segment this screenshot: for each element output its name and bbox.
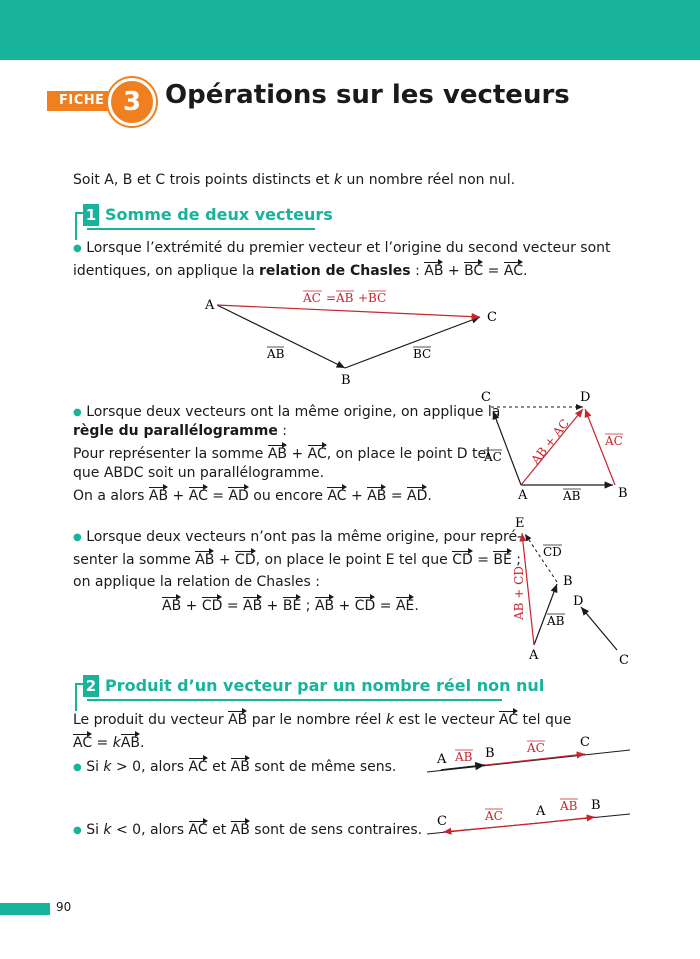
fig1-label-bc-red: BC	[368, 291, 387, 305]
fig5-label-c: C	[437, 814, 447, 829]
fig2-label-b: B	[618, 486, 628, 501]
fig1-label-bc: BC	[413, 347, 432, 361]
fig2-label-sum: AB + AC	[528, 416, 573, 467]
parallelogram-text-line1: ● Lorsque deux vecteurs ont la même origine, on applique la	[73, 404, 501, 420]
fig2-label-c: C	[481, 390, 491, 405]
fig2-label-a: A	[518, 488, 528, 503]
page-title: Opérations sur les vecteurs	[165, 80, 570, 110]
parallelogram-text-line3: Pour représenter la somme AB + AC, on place le point D tel	[73, 446, 490, 462]
section-2-heading	[75, 675, 545, 701]
fig3-label-e: E	[515, 516, 525, 531]
fig2-label-ab: AB	[563, 489, 581, 503]
intro-text: Soit A, B et C trois points distincts et k un nombre réel non nul.	[73, 172, 516, 188]
svg-text:+: +	[358, 291, 369, 305]
fig2-label-ac: AC	[484, 450, 502, 464]
chasles2-text-line3: on applique la relation de Chasles :	[73, 574, 320, 590]
section-1-heading	[75, 204, 333, 230]
top-banner	[0, 0, 700, 60]
fig5-label-b: B	[591, 798, 601, 813]
chasles2-text-line2: senter la somme AB + CD, on place le point E tel que CD = BE ;	[73, 552, 522, 568]
same-direction-figure	[425, 730, 635, 780]
fig5-label-a: A	[536, 804, 546, 819]
chasles-figure	[195, 285, 515, 390]
page-number: 90	[56, 900, 72, 914]
parallelogram-text-line4: que ABDC soit un parallélogramme.	[73, 465, 325, 481]
product-case-positive: ● Si k > 0, alors AC et AB sont de même sens.	[73, 759, 397, 775]
fig3-label-a: A	[529, 648, 539, 663]
fig3-label-b: B	[563, 574, 573, 589]
chasles-text-line1: ● Lorsque l’extrémité du premier vecteur et l’origine du second vecteur sont	[73, 240, 611, 256]
fig5-vector-ab	[540, 817, 595, 823]
fig3-label-ab: AB	[547, 614, 565, 628]
fig2-label-ac-red: AC	[605, 434, 623, 448]
section-1-number: 1	[83, 204, 99, 226]
fig4-label-c: C	[580, 735, 590, 750]
fig1-label-a: A	[205, 298, 215, 313]
fiche-tag: FICHE	[47, 91, 121, 111]
svg-text:=: =	[326, 291, 337, 305]
fig3-label-cd: CD	[543, 545, 562, 559]
fig1-label-ab-red: AB	[336, 291, 354, 305]
fig1-label-ac: AC	[303, 291, 321, 305]
product-text-line1: Le produit du vecteur AB par le nombre réel k est le vecteur AC tel que	[73, 712, 572, 728]
chasles2-formula: AB + CD = AB + BE ; AB + CD = AE.	[162, 598, 419, 614]
chasles2-text-line1: ● Lorsque deux vecteurs n’ont pas la même origine, pour repré-	[73, 529, 523, 545]
fig4-label-ac: AC	[527, 741, 545, 755]
product-case-negative: ● Si k < 0, alors AC et AB sont de sens contraires.	[73, 822, 423, 838]
fig4-label-a: A	[437, 752, 447, 767]
fig3-vector-cd	[581, 607, 617, 650]
parallelogram-text-line5: On a alors AB + AC = AD ou encore AC + AB = AD.	[73, 488, 432, 504]
fig5-label-ab: AB	[560, 799, 578, 813]
fig2-label-d: D	[580, 390, 591, 405]
fig3-label-d: D	[573, 594, 584, 609]
parallelogram-text-line2: règle du parallélogramme :	[73, 423, 287, 439]
fig1-label-b: B	[341, 373, 351, 388]
section-1-title: Somme de deux vecteurs	[105, 205, 333, 224]
fiche-number-badge: 3	[108, 78, 156, 126]
section-2-number: 2	[83, 675, 99, 697]
footer-bar	[0, 903, 50, 915]
fig1-label-c: C	[487, 310, 497, 325]
product-text-line2: AC = kAB.	[73, 735, 145, 751]
fig2-vector-ac	[493, 411, 521, 485]
opposite-direction-figure	[425, 792, 635, 842]
fig3-label-sum: AB + CD	[512, 566, 526, 620]
fig4-label-b: B	[485, 746, 495, 761]
chasles2-figure	[495, 510, 640, 670]
parallelogram-figure	[475, 385, 635, 510]
fig5-vector-ac	[443, 823, 540, 832]
fig5-label-ac: AC	[485, 809, 503, 823]
fig4-vector-ab	[441, 765, 485, 770]
section-2-title: Produit d’un vecteur par un nombre réel non nul	[105, 676, 545, 695]
chasles-text-line2: identiques, on applique la relation de Chasles : AB + BC = AC.	[73, 263, 528, 279]
fig1-label-ab: AB	[267, 347, 285, 361]
fig3-label-c: C	[619, 653, 629, 668]
fig1-vector-ac	[217, 305, 480, 317]
fig4-label-ab: AB	[455, 750, 473, 764]
